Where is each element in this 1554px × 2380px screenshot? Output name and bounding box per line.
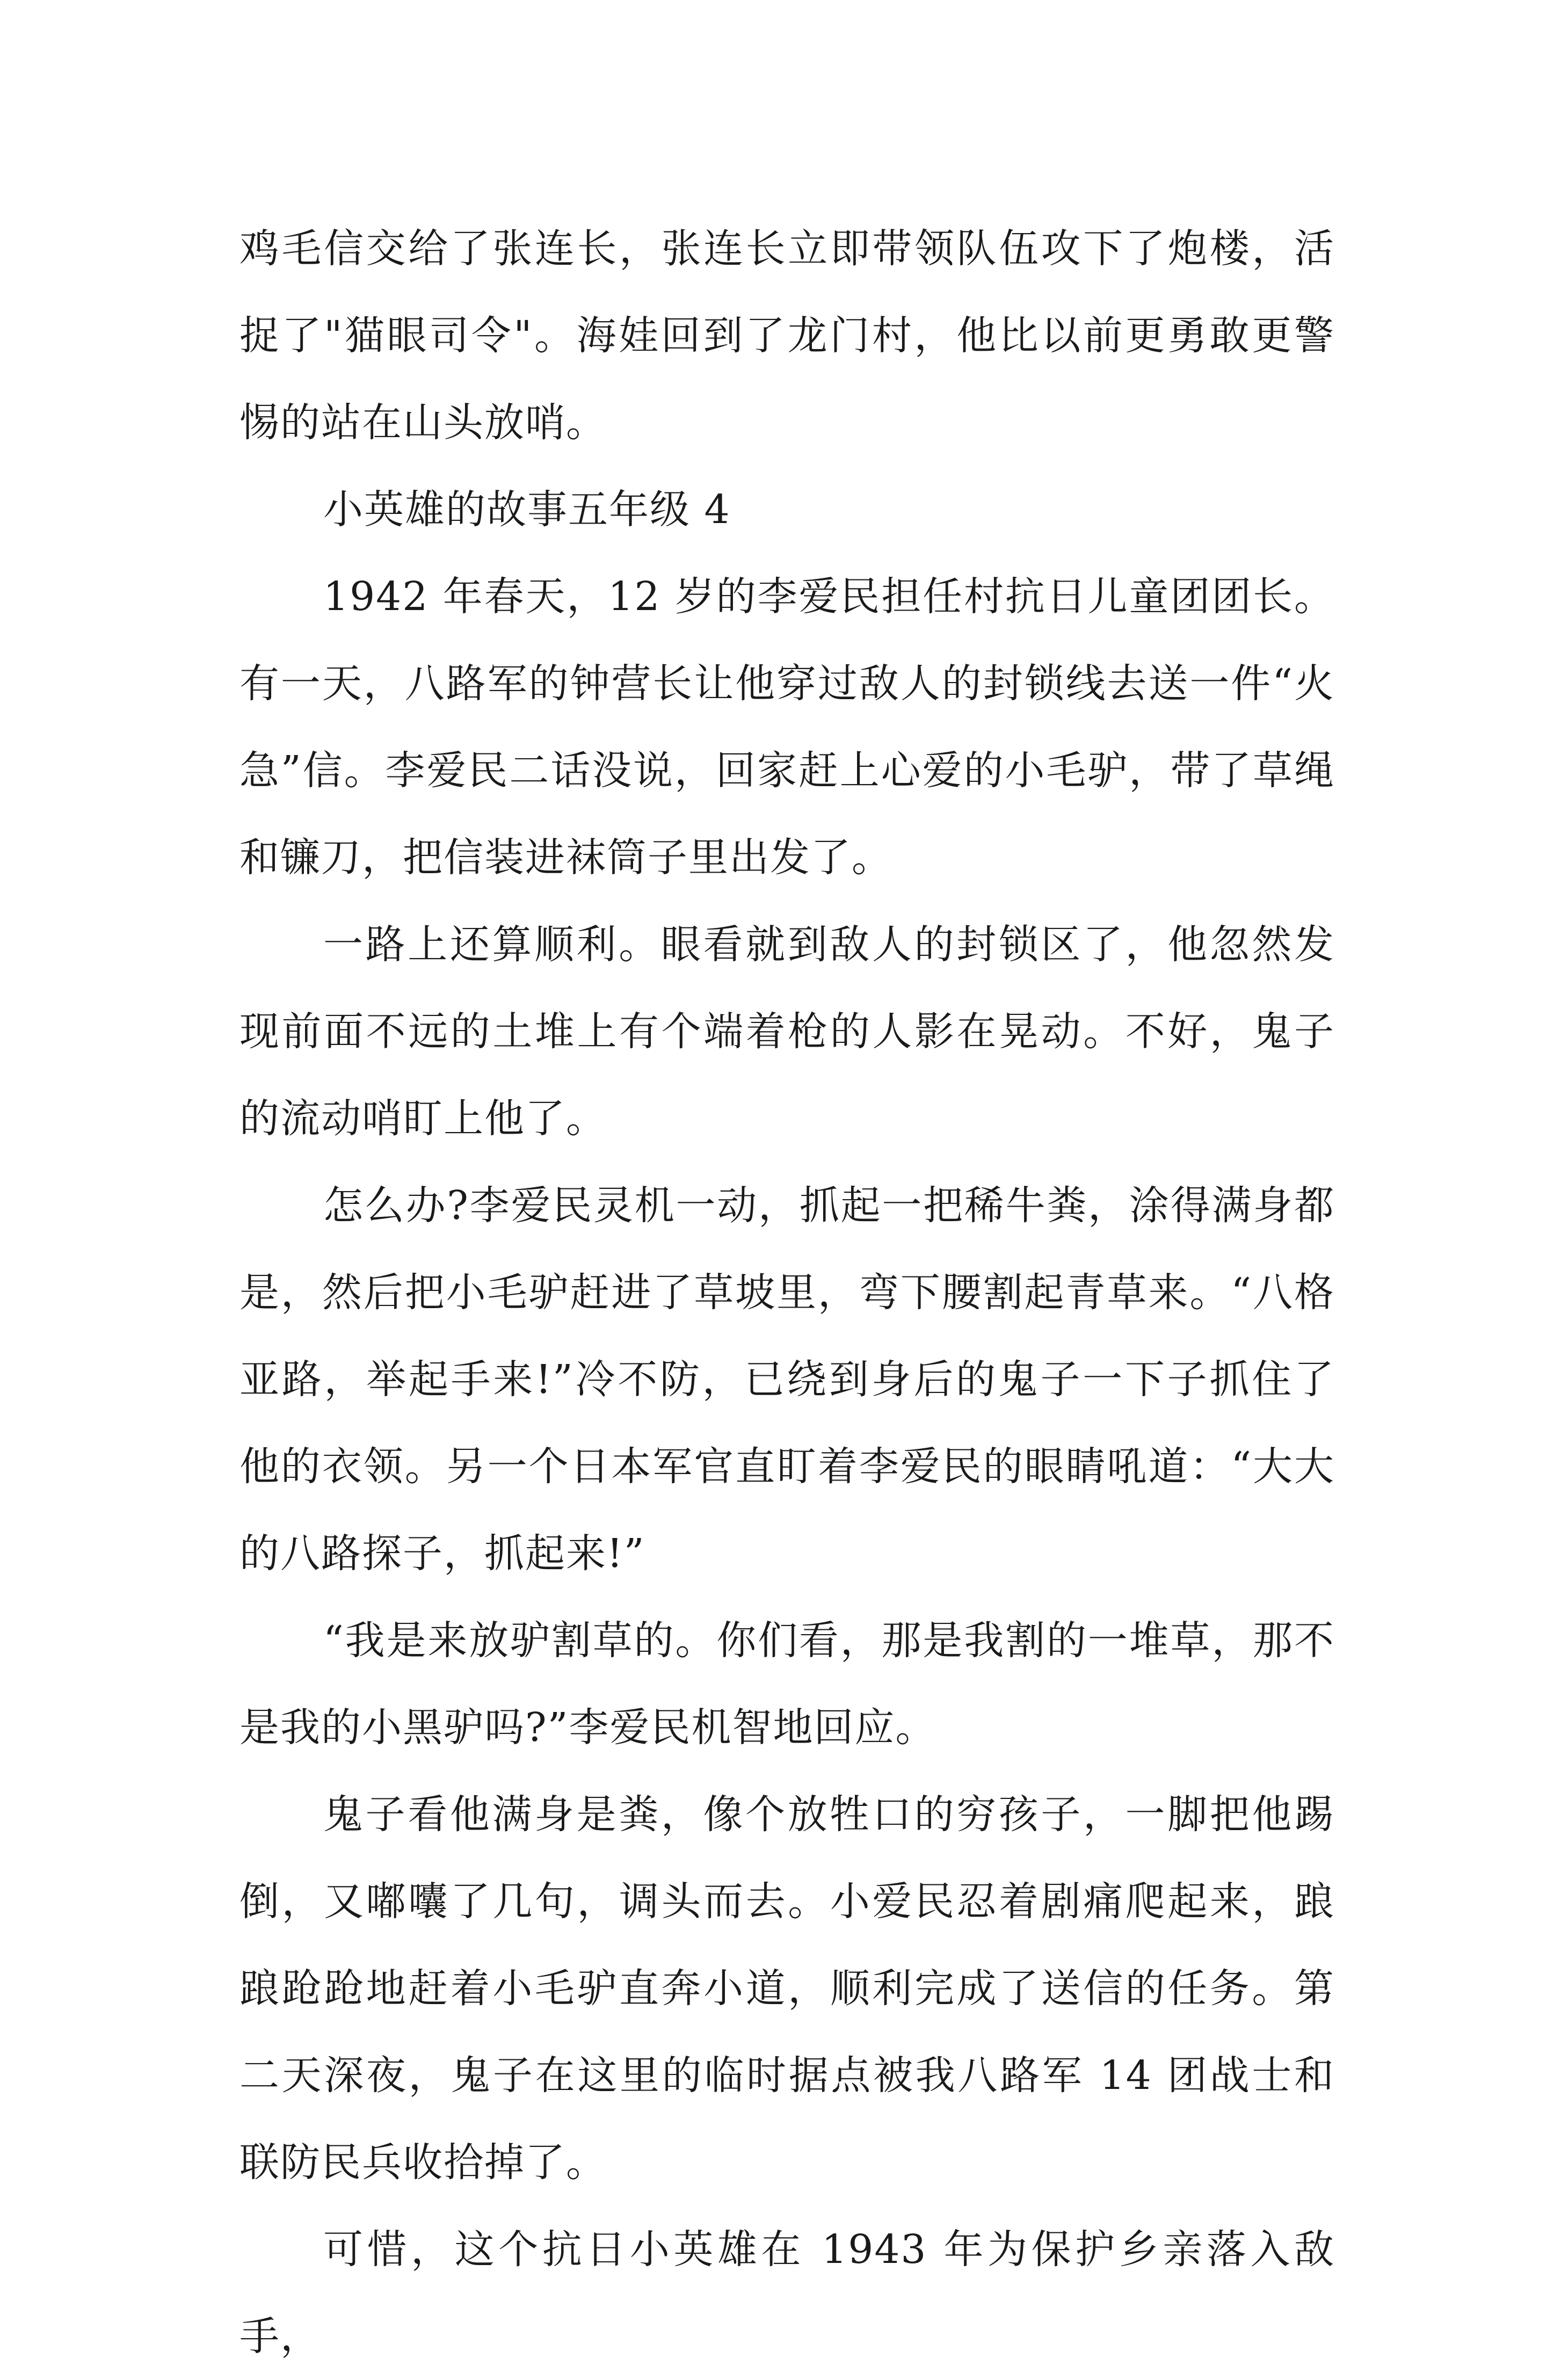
paragraph-truncated: 可惜，这个抗日小英雄在 1943 年为保护乡亲落入敌手，: [239, 2226, 1335, 2360]
paragraph: 一路上还算顺利。眼看就到敌人的封锁区了，他忽然发现前面不远的土堆上有个端着枪的人影在晃动。不好，鬼子的流动哨盯上他了。: [239, 921, 1335, 1142]
paragraph: 鬼子看他满身是粪，像个放牲口的穷孩子，一脚把他踢倒，又嘟囔了几句，调头而去。小爱民忍着剧痛爬起来，踉踉跄跄地赶着小毛驴直奔小道，顺利完成了送信的任务。第二天深夜，鬼子在这里的临时据点被我八路军 14 团战士和联防民兵收拾掉了。: [239, 1791, 1335, 2186]
section-heading: 小英雄的故事五年级 4: [323, 487, 731, 533]
paragraph-continuation: 鸡毛信交给了张连长，张连长立即带领队伍攻下了炮楼，活捉了"猫眼司令"。海娃回到了龙门村，他比以前更勇敢更警惕的站在山头放哨。: [239, 226, 1335, 446]
paragraph: 1942 年春天，12 岁的李爱民担任村抗日儿童团团长。有一天，八路军的钟营长让他穿过敌人的封锁线去送一件“火急”信。李爱民二话没说，回家赶上心爱的小毛驴，带了草绳和镰刀，把信装进袜筒子里出发了。: [239, 574, 1335, 881]
document-page: [239, 205, 1335, 2380]
paragraph: “我是来放驴割草的。你们看，那是我割的一堆草，那不是我的小黑驴吗?”李爱民机智地回应。: [239, 1617, 1335, 1751]
paragraph: 怎么办?李爱民灵机一动，抓起一把稀牛粪，涂得满身都是，然后把小毛驴赶进了草坡里，弯下腰割起青草来。“八格亚路，举起手来!”冷不防，已绕到身后的鬼子一下子抓住了他的衣领。另一个日本军官直盯着李爱民的眼睛吼道：“大大的八路探子，抓起来!”: [239, 1182, 1335, 1577]
